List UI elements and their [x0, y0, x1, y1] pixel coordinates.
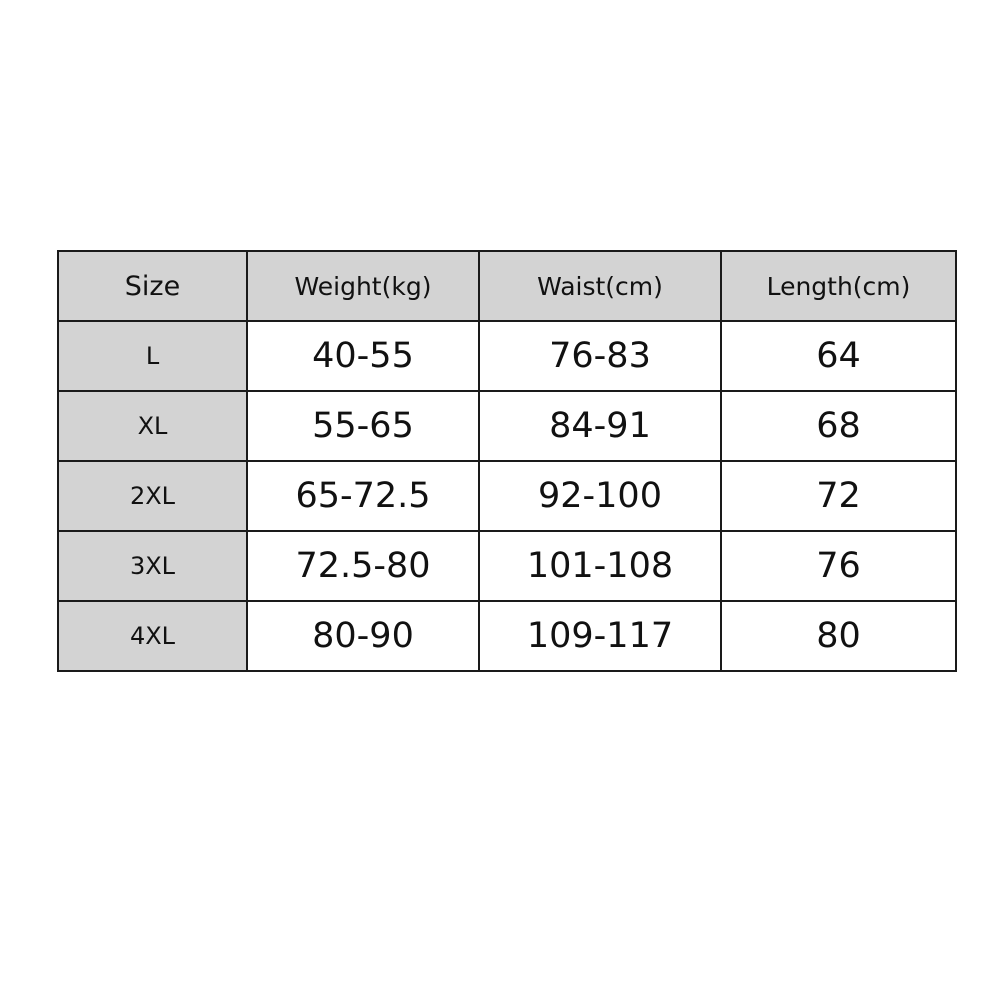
header-length: Length(cm)	[721, 251, 956, 321]
length-cell: 68	[721, 391, 956, 461]
size-cell: L	[58, 321, 247, 391]
header-weight: Weight(kg)	[247, 251, 479, 321]
length-cell: 64	[721, 321, 956, 391]
waist-cell: 101-108	[479, 531, 721, 601]
table-row	[58, 601, 956, 671]
weight-cell: 72.5-80	[247, 531, 479, 601]
header-size: Size	[58, 251, 247, 321]
header-row	[58, 251, 956, 321]
weight-cell: 40-55	[247, 321, 479, 391]
weight-cell: 80-90	[247, 601, 479, 671]
size-cell: 3XL	[58, 531, 247, 601]
size-cell: 4XL	[58, 601, 247, 671]
waist-cell: 84-91	[479, 391, 721, 461]
header-waist: Waist(cm)	[479, 251, 721, 321]
table-row	[58, 321, 956, 391]
table-row	[58, 391, 956, 461]
waist-cell: 109-117	[479, 601, 721, 671]
weight-cell: 65-72.5	[247, 461, 479, 531]
length-cell: 76	[721, 531, 956, 601]
table-row	[58, 531, 956, 601]
size-chart-table	[57, 250, 957, 672]
length-cell: 72	[721, 461, 956, 531]
waist-cell: 76-83	[479, 321, 721, 391]
size-cell: 2XL	[58, 461, 247, 531]
length-cell: 80	[721, 601, 956, 671]
table-row	[58, 461, 956, 531]
size-cell: XL	[58, 391, 247, 461]
waist-cell: 92-100	[479, 461, 721, 531]
weight-cell: 55-65	[247, 391, 479, 461]
